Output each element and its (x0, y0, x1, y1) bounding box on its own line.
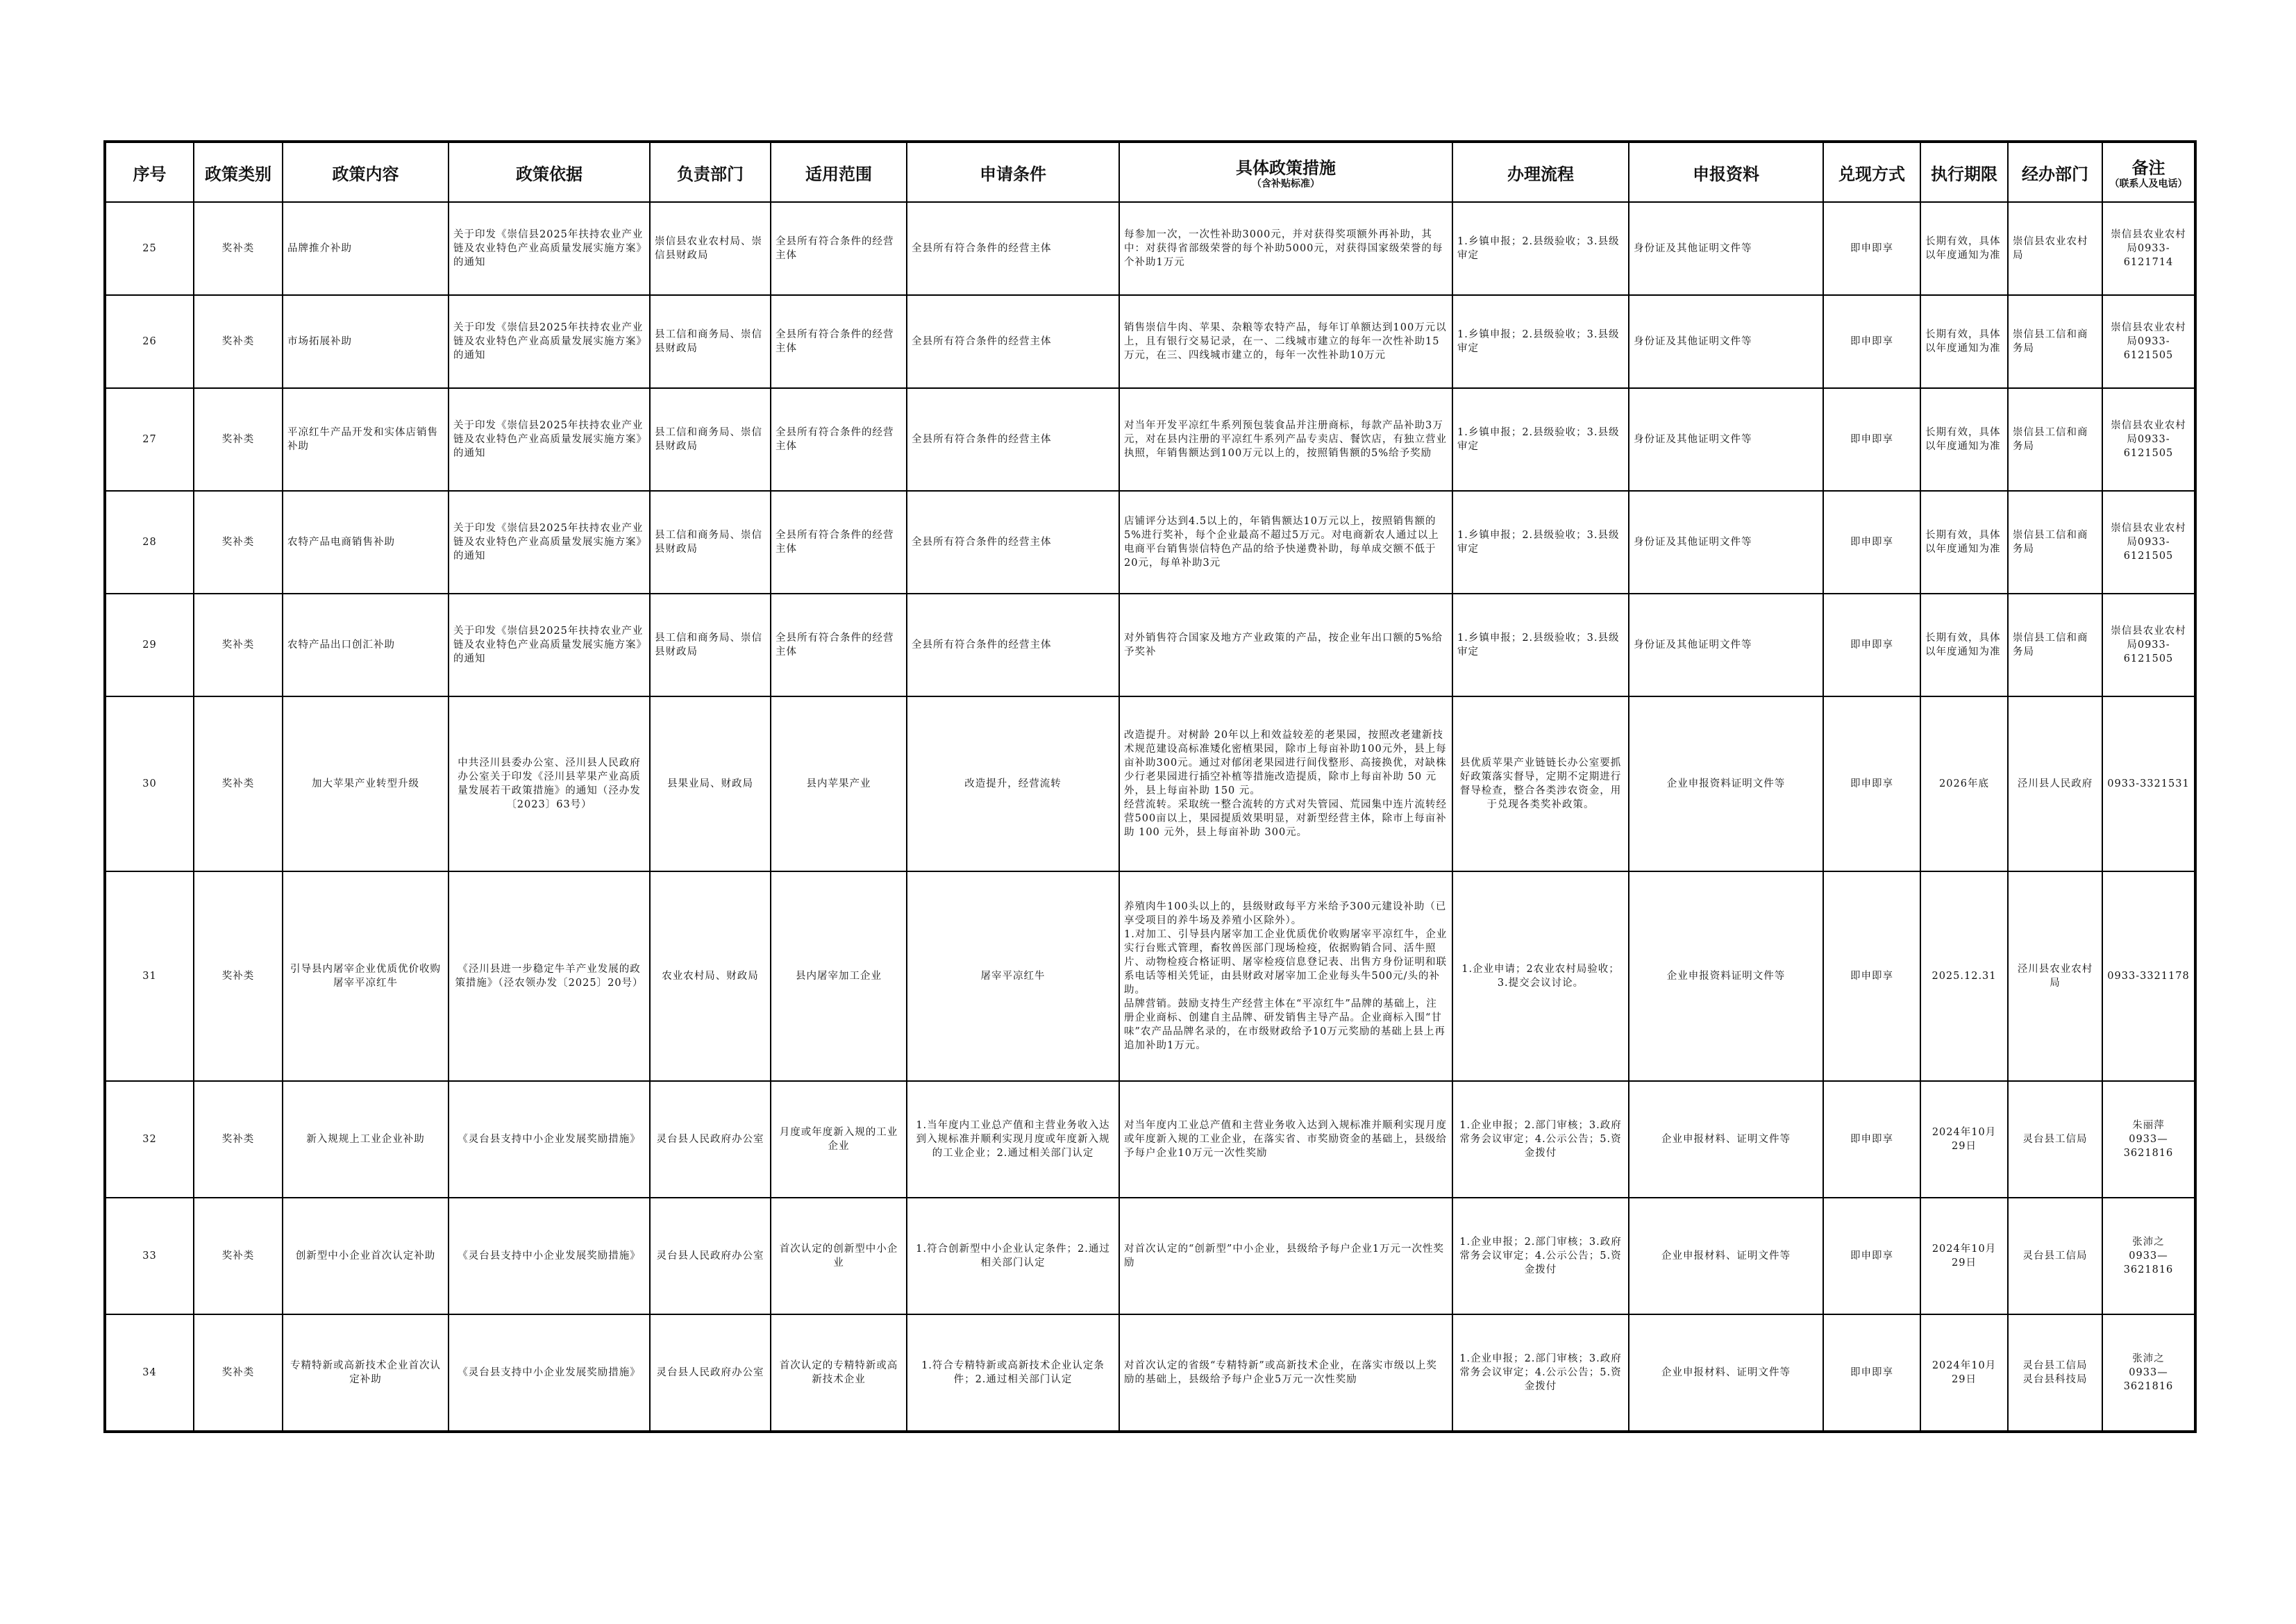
cell-note: 0933-3321531 (2102, 696, 2195, 871)
cell-note: 崇信县农业农村局0933-6121505 (2102, 388, 2195, 491)
header-scope: 适用范围 (771, 142, 907, 202)
cell-content: 市场拓展补助 (283, 295, 449, 388)
cell-dept: 县工信和商务局、崇信县财政局 (650, 295, 771, 388)
cell-condition: 全县所有符合条件的经营主体 (907, 202, 1119, 295)
cell-scope: 首次认定的专精特新或高新技术企业 (771, 1314, 907, 1432)
cell-note: 朱丽萍 0933—3621816 (2102, 1081, 2195, 1198)
cell-handler: 灵台县工信局 (2008, 1198, 2102, 1314)
cell-method: 即申即享 (1823, 202, 1920, 295)
table-row (105, 1081, 2195, 1198)
cell-scope: 全县所有符合条件的经营主体 (771, 388, 907, 491)
cell-process: 1.乡镇申报；2.县级验收；3.县级审定 (1452, 388, 1629, 491)
table-row (105, 594, 2195, 696)
cell-scope: 全县所有符合条件的经营主体 (771, 202, 907, 295)
cell-content: 引导县内屠宰企业优质优价收购屠宰平凉红牛 (283, 871, 449, 1081)
cell-condition: 1.符合专精特新或高新技术企业认定条件；2.通过相关部门认定 (907, 1314, 1119, 1432)
header-process: 办理流程 (1452, 142, 1629, 202)
header-period: 执行期限 (1920, 142, 2008, 202)
cell-materials: 企业申报材料、证明文件等 (1629, 1198, 1823, 1314)
table-row (105, 696, 2195, 871)
cell-process: 县优质苹果产业链链长办公室要抓好政策落实督导，定期不定期进行督导检查，整合各类涉农资金，用于兑现各类奖补政策。 (1452, 696, 1629, 871)
cell-note: 张沛之 0933—3621816 (2102, 1198, 2195, 1314)
cell-dept: 灵台县人民政府办公室 (650, 1081, 771, 1198)
cell-handler: 泾川县人民政府 (2008, 696, 2102, 871)
header-method: 兑现方式 (1823, 142, 1920, 202)
cell-basis: 关于印发《崇信县2025年扶持农业产业链及农业特色产业高质量发展实施方案》的通知 (449, 202, 650, 295)
cell-content: 新入规规上工业企业补助 (283, 1081, 449, 1198)
cell-dept: 灵台县人民政府办公室 (650, 1314, 771, 1432)
cell-measures: 对当年度内工业总产值和主营业务收入达到入规标准并顺利实现月度或年度新入规的工业企业，在落实省、市奖励资金的基础上，县级给予每户企业10万元一次性奖励 (1119, 1081, 1452, 1198)
cell-category: 奖补类 (194, 388, 283, 491)
cell-basis: 关于印发《崇信县2025年扶持农业产业链及农业特色产业高质量发展实施方案》的通知 (449, 388, 650, 491)
cell-materials: 企业申报资料证明文件等 (1629, 871, 1823, 1081)
cell-measures: 对外销售符合国家及地方产业政策的产品，按企业年出口额的5%给予奖补 (1119, 594, 1452, 696)
cell-seq: 29 (105, 594, 194, 696)
cell-period: 长期有效，具体以年度通知为准 (1920, 594, 2008, 696)
cell-scope: 县内苹果产业 (771, 696, 907, 871)
cell-content: 农特产品电商销售补助 (283, 491, 449, 594)
header-basis: 政策依据 (449, 142, 650, 202)
cell-dept: 灵台县人民政府办公室 (650, 1198, 771, 1314)
cell-scope: 全县所有符合条件的经营主体 (771, 491, 907, 594)
table-row (105, 202, 2195, 295)
cell-category: 奖补类 (194, 1314, 283, 1432)
cell-method: 即申即享 (1823, 1198, 1920, 1314)
cell-period: 2025.12.31 (1920, 871, 2008, 1081)
cell-method: 即申即享 (1823, 696, 1920, 871)
cell-note: 张沛之 0933—3621816 (2102, 1314, 2195, 1432)
cell-measures: 每参加一次，一次性补助3000元，并对获得奖项额外再补助，其中：对获得省部级荣誉的每个补助5000元，对获得国家级荣誉的每个补助1万元 (1119, 202, 1452, 295)
cell-seq: 33 (105, 1198, 194, 1314)
cell-basis: 《灵台县支持中小企业发展奖励措施》 (449, 1198, 650, 1314)
cell-note: 0933-3321178 (2102, 871, 2195, 1081)
cell-process: 1.企业申报；2.部门审核；3.政府常务会议审定；4.公示公告；5.资金拨付 (1452, 1081, 1629, 1198)
cell-seq: 34 (105, 1314, 194, 1432)
header-note-sub: （联系人及电话） (2109, 178, 2188, 190)
cell-handler: 崇信县农业农村局 (2008, 202, 2102, 295)
cell-category: 奖补类 (194, 1198, 283, 1314)
cell-method: 即申即享 (1823, 1081, 1920, 1198)
cell-dept: 县工信和商务局、崇信县财政局 (650, 388, 771, 491)
header-measures-title: 具体政策措施 (1236, 158, 1336, 178)
cell-process: 1.企业申请；2农业农村局验收；3.提交会议讨论。 (1452, 871, 1629, 1081)
cell-process: 1.乡镇申报；2.县级验收；3.县级审定 (1452, 594, 1629, 696)
cell-scope: 首次认定的创新型中小企业 (771, 1198, 907, 1314)
cell-period: 长期有效，具体以年度通知为准 (1920, 388, 2008, 491)
cell-materials: 身份证及其他证明文件等 (1629, 594, 1823, 696)
table-row (105, 388, 2195, 491)
cell-period: 2026年底 (1920, 696, 2008, 871)
cell-basis: 关于印发《崇信县2025年扶持农业产业链及农业特色产业高质量发展实施方案》的通知 (449, 594, 650, 696)
header-measures (1119, 142, 1452, 202)
cell-process: 1.企业申报；2.部门审核；3.政府常务会议审定；4.公示公告；5.资金拨付 (1452, 1198, 1629, 1314)
cell-condition: 全县所有符合条件的经营主体 (907, 594, 1119, 696)
header-category: 政策类别 (194, 142, 283, 202)
cell-handler: 崇信县工信和商务局 (2008, 295, 2102, 388)
cell-seq: 30 (105, 696, 194, 871)
cell-period: 长期有效，具体以年度通知为准 (1920, 295, 2008, 388)
cell-basis: 《泾川县进一步稳定牛羊产业发展的政策措施》（泾农领办发〔2025〕20号） (449, 871, 650, 1081)
cell-seq: 25 (105, 202, 194, 295)
cell-handler: 灵台县工信局 灵台县科技局 (2008, 1314, 2102, 1432)
cell-handler: 崇信县工信和商务局 (2008, 388, 2102, 491)
header-measures-sub: （含补贴标准） (1252, 178, 1320, 190)
cell-condition: 改造提升，经营流转 (907, 696, 1119, 871)
cell-content: 农特产品出口创汇补助 (283, 594, 449, 696)
cell-category: 奖补类 (194, 202, 283, 295)
cell-note: 崇信县农业农村局0933-6121505 (2102, 491, 2195, 594)
cell-materials: 身份证及其他证明文件等 (1629, 202, 1823, 295)
cell-seq: 31 (105, 871, 194, 1081)
cell-content: 加大苹果产业转型升级 (283, 696, 449, 871)
table-row (105, 491, 2195, 594)
cell-process: 1.企业申报；2.部门审核；3.政府常务会议审定；4.公示公告；5.资金拨付 (1452, 1314, 1629, 1432)
cell-measures: 对首次认定的“创新型”中小企业，县级给予每户企业1万元一次性奖励 (1119, 1198, 1452, 1314)
header-handler: 经办部门 (2008, 142, 2102, 202)
cell-measures: 对当年开发平凉红牛系列预包装食品并注册商标，每款产品补助3万元，对在县内注册的平凉红牛系列产品专卖店、餐饮店，有独立营业执照，年销售额达到100万元以上的，按照销售额的5%给予奖励 (1119, 388, 1452, 491)
policy-table (103, 140, 2197, 1433)
cell-dept: 县果业局、财政局 (650, 696, 771, 871)
cell-period: 长期有效，具体以年度通知为准 (1920, 491, 2008, 594)
table-row (105, 295, 2195, 388)
cell-materials: 企业申报材料、证明文件等 (1629, 1081, 1823, 1198)
cell-dept: 农业农村局、财政局 (650, 871, 771, 1081)
cell-category: 奖补类 (194, 295, 283, 388)
header-seq: 序号 (105, 142, 194, 202)
header-note (2102, 142, 2195, 202)
cell-condition: 1.当年度内工业总产值和主营业务收入达到入规标准并顺利实现月度或年度新入规的工业企业；2.通过相关部门认定 (907, 1081, 1119, 1198)
cell-condition: 全县所有符合条件的经营主体 (907, 388, 1119, 491)
header-content: 政策内容 (283, 142, 449, 202)
cell-method: 即申即享 (1823, 1314, 1920, 1432)
header-materials: 申报资料 (1629, 142, 1823, 202)
cell-scope: 县内屠宰加工企业 (771, 871, 907, 1081)
header-row (105, 142, 2195, 202)
cell-period: 长期有效，具体以年度通知为准 (1920, 202, 2008, 295)
cell-note: 崇信县农业农村局0933-6121714 (2102, 202, 2195, 295)
cell-condition: 屠宰平凉红牛 (907, 871, 1119, 1081)
cell-category: 奖补类 (194, 491, 283, 594)
cell-measures: 改造提升。对树龄 20年以上和效益较差的老果园，按照改老建新技术规范建设高标准矮化密植果园，除市上每亩补助100元外，县上每亩补助300元。通过对郁闭老果园进行间伐整形、高接换优，对缺株少行老果园进行插空补植等措施改造提质，除市上每亩补助 50 元外，县上每亩补助 150 元。 经营流转。采取统一整合流转的方式对失管园、荒园集中连片流转经营500亩以上，果园提质效果明显，对新型经营主体，除市上每亩补助 100 元外，县上每亩补助 300元。 (1119, 696, 1452, 871)
cell-seq: 32 (105, 1081, 194, 1198)
table-row (105, 1198, 2195, 1314)
cell-basis: 《灵台县支持中小企业发展奖励措施》 (449, 1314, 650, 1432)
cell-category: 奖补类 (194, 871, 283, 1081)
cell-condition: 全县所有符合条件的经营主体 (907, 491, 1119, 594)
cell-dept: 县工信和商务局、崇信县财政局 (650, 594, 771, 696)
cell-method: 即申即享 (1823, 491, 1920, 594)
cell-seq: 26 (105, 295, 194, 388)
cell-materials: 身份证及其他证明文件等 (1629, 491, 1823, 594)
table-row (105, 1314, 2195, 1432)
cell-method: 即申即享 (1823, 594, 1920, 696)
cell-note: 崇信县农业农村局0933-6121505 (2102, 594, 2195, 696)
cell-category: 奖补类 (194, 1081, 283, 1198)
cell-content: 平凉红牛产品开发和实体店销售补助 (283, 388, 449, 491)
cell-period: 2024年10月29日 (1920, 1198, 2008, 1314)
cell-handler: 灵台县工信局 (2008, 1081, 2102, 1198)
cell-basis: 关于印发《崇信县2025年扶持农业产业链及农业特色产业高质量发展实施方案》的通知 (449, 295, 650, 388)
cell-handler: 泾川县农业农村局 (2008, 871, 2102, 1081)
cell-materials: 身份证及其他证明文件等 (1629, 388, 1823, 491)
cell-condition: 全县所有符合条件的经营主体 (907, 295, 1119, 388)
cell-note: 崇信县农业农村局0933-6121505 (2102, 295, 2195, 388)
cell-materials: 企业申报材料、证明文件等 (1629, 1314, 1823, 1432)
cell-period: 2024年10月29日 (1920, 1081, 2008, 1198)
cell-process: 1.乡镇申报；2.县级验收；3.县级审定 (1452, 202, 1629, 295)
cell-basis: 关于印发《崇信县2025年扶持农业产业链及农业特色产业高质量发展实施方案》的通知 (449, 491, 650, 594)
cell-condition: 1.符合创新型中小企业认定条件；2.通过相关部门认定 (907, 1198, 1119, 1314)
cell-measures: 对首次认定的省级“专精特新”或高新技术企业，在落实市级以上奖励的基础上，县级给予每户企业5万元一次性奖励 (1119, 1314, 1452, 1432)
table-row (105, 871, 2195, 1081)
cell-category: 奖补类 (194, 594, 283, 696)
cell-category: 奖补类 (194, 696, 283, 871)
cell-basis: 《灵台县支持中小企业发展奖励措施》 (449, 1081, 650, 1198)
cell-process: 1.乡镇申报；2.县级验收；3.县级审定 (1452, 491, 1629, 594)
cell-measures: 店铺评分达到4.5以上的，年销售额达10万元以上，按照销售额的5%进行奖补，每个企业最高不超过5万元。对电商新农人通过以上电商平台销售崇信特色产品的给予快递费补助，每单成交额不低于20元，每单补助3元 (1119, 491, 1452, 594)
header-dept: 负责部门 (650, 142, 771, 202)
header-note-title: 备注 (2131, 158, 2165, 178)
cell-materials: 企业申报资料证明文件等 (1629, 696, 1823, 871)
cell-scope: 全县所有符合条件的经营主体 (771, 295, 907, 388)
cell-materials: 身份证及其他证明文件等 (1629, 295, 1823, 388)
cell-dept: 崇信县农业农村局、崇信县财政局 (650, 202, 771, 295)
cell-method: 即申即享 (1823, 871, 1920, 1081)
cell-process: 1.乡镇申报；2.县级验收；3.县级审定 (1452, 295, 1629, 388)
cell-period: 2024年10月29日 (1920, 1314, 2008, 1432)
cell-content: 创新型中小企业首次认定补助 (283, 1198, 449, 1314)
header-condition: 申请条件 (907, 142, 1119, 202)
cell-seq: 28 (105, 491, 194, 594)
cell-content: 专精特新或高新技术企业首次认定补助 (283, 1314, 449, 1432)
cell-method: 即申即享 (1823, 388, 1920, 491)
cell-measures: 销售崇信牛肉、苹果、杂粮等农特产品，每年订单额达到100万元以上，且有银行交易记录，在一、二线城市建立的每年一次性补助15万元，在三、四线城市建立的，每年一次性补助10万元 (1119, 295, 1452, 388)
cell-handler: 崇信县工信和商务局 (2008, 594, 2102, 696)
cell-seq: 27 (105, 388, 194, 491)
cell-scope: 月度或年度新入规的工业企业 (771, 1081, 907, 1198)
cell-content: 品牌推介补助 (283, 202, 449, 295)
cell-scope: 全县所有符合条件的经营主体 (771, 594, 907, 696)
cell-measures: 养殖肉牛100头以上的，县级财政每平方米给予300元建设补助（已享受项目的养牛场及养殖小区除外）。 1.对加工、引导县内屠宰加工企业优质优价收购屠宰平凉红牛，企业实行台账式管理，畜牧兽医部门现场检疫，依据购销合同、活牛照片、动物检疫合格证明、屠宰检疫信息登记表、出售方身份证明和联系电话等相关凭证，由县财政对屠宰加工企业每头牛500元/头的补助。 品牌营销。鼓励支持生产经营主体在“平凉红牛”品牌的基础上，注册企业商标、创建自主品牌、研发销售主导产品。企业商标入围“甘味”农产品品牌名录的，在市级财政给予10万元奖励的基础上县上再追加补助1万元。 (1119, 871, 1452, 1081)
cell-dept: 县工信和商务局、崇信县财政局 (650, 491, 771, 594)
cell-handler: 崇信县工信和商务局 (2008, 491, 2102, 594)
cell-basis: 中共泾川县委办公室、泾川县人民政府办公室关于印发《泾川县苹果产业高质量发展若干政策措施》的通知（泾办发〔2023〕63号） (449, 696, 650, 871)
cell-method: 即申即享 (1823, 295, 1920, 388)
